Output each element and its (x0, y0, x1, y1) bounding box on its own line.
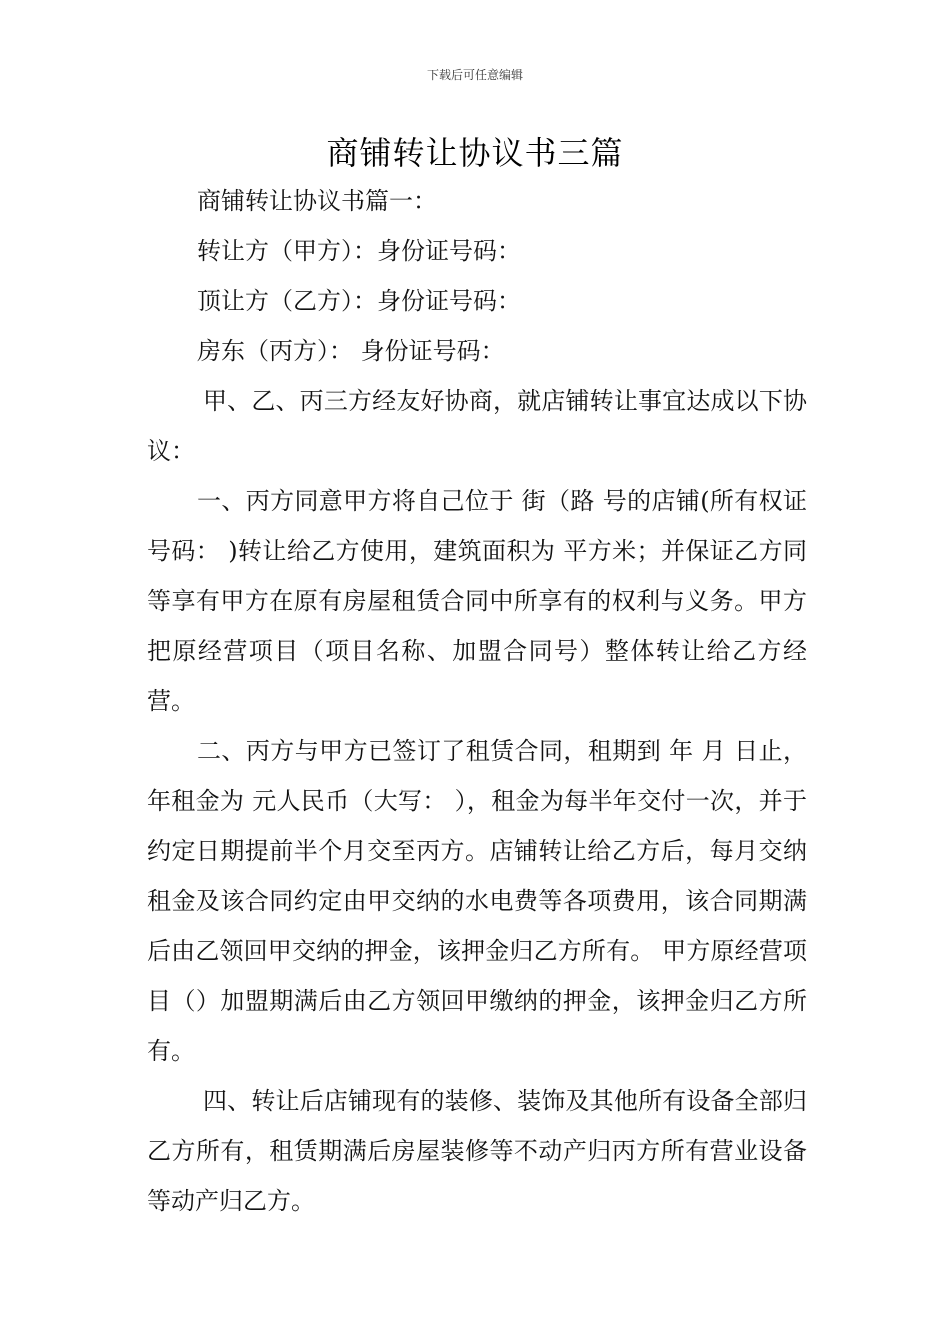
document-body (147, 176, 807, 1226)
party-c-line: 房东（丙方）： 身份证号码： (197, 337, 505, 365)
document-title: 商铺转让协议书三篇 (326, 134, 624, 172)
party-a-line: 转让方（甲方）：身份证号码： (197, 237, 521, 265)
section-heading: 商铺转让协议书篇一： (197, 187, 437, 215)
intro-paragraph: 甲、乙、丙三方经友好协商，就店铺转让事宜达成以下协议： (147, 387, 807, 465)
clause-2-paragraph: 二、丙方与甲方已签订了租赁合同，租期到 年 月 日止，年租金为 元人民币（大写： ），租金为每半年交付一次，并于约定日期提前半个月交至丙方。店铺转让给乙方后，每月交纳租金及该合同约定由甲交纳的水电费等各项费用，该合同期满后由乙领回甲交纳的押金，该押金归乙方所有。 甲方原经营项目（）加盟期满后由乙方领回甲缴纳的押金，该押金归乙方所有。 (147, 737, 807, 1065)
clause-1-paragraph: 一、丙方同意甲方将自己位于 街（路 号的店铺(所有权证号码： )转让给乙方使用，建筑面积为 平方米；并保证乙方同等享有甲方在原有房屋租赁合同中所享有的权利与义务。甲方把原经营项目（项目名称、加盟合同号）整体转让给乙方经营。 (147, 487, 807, 715)
header-note: 下载后可任意编辑 (426, 68, 523, 82)
party-b-line: 顶让方（乙方）：身份证号码： (197, 287, 521, 315)
clause-4-paragraph: 四、转让后店铺现有的装修、装饰及其他所有设备全部归乙方所有，租赁期满后房屋装修等不动产归丙方所有营业设备等动产归乙方。 (147, 1087, 807, 1215)
